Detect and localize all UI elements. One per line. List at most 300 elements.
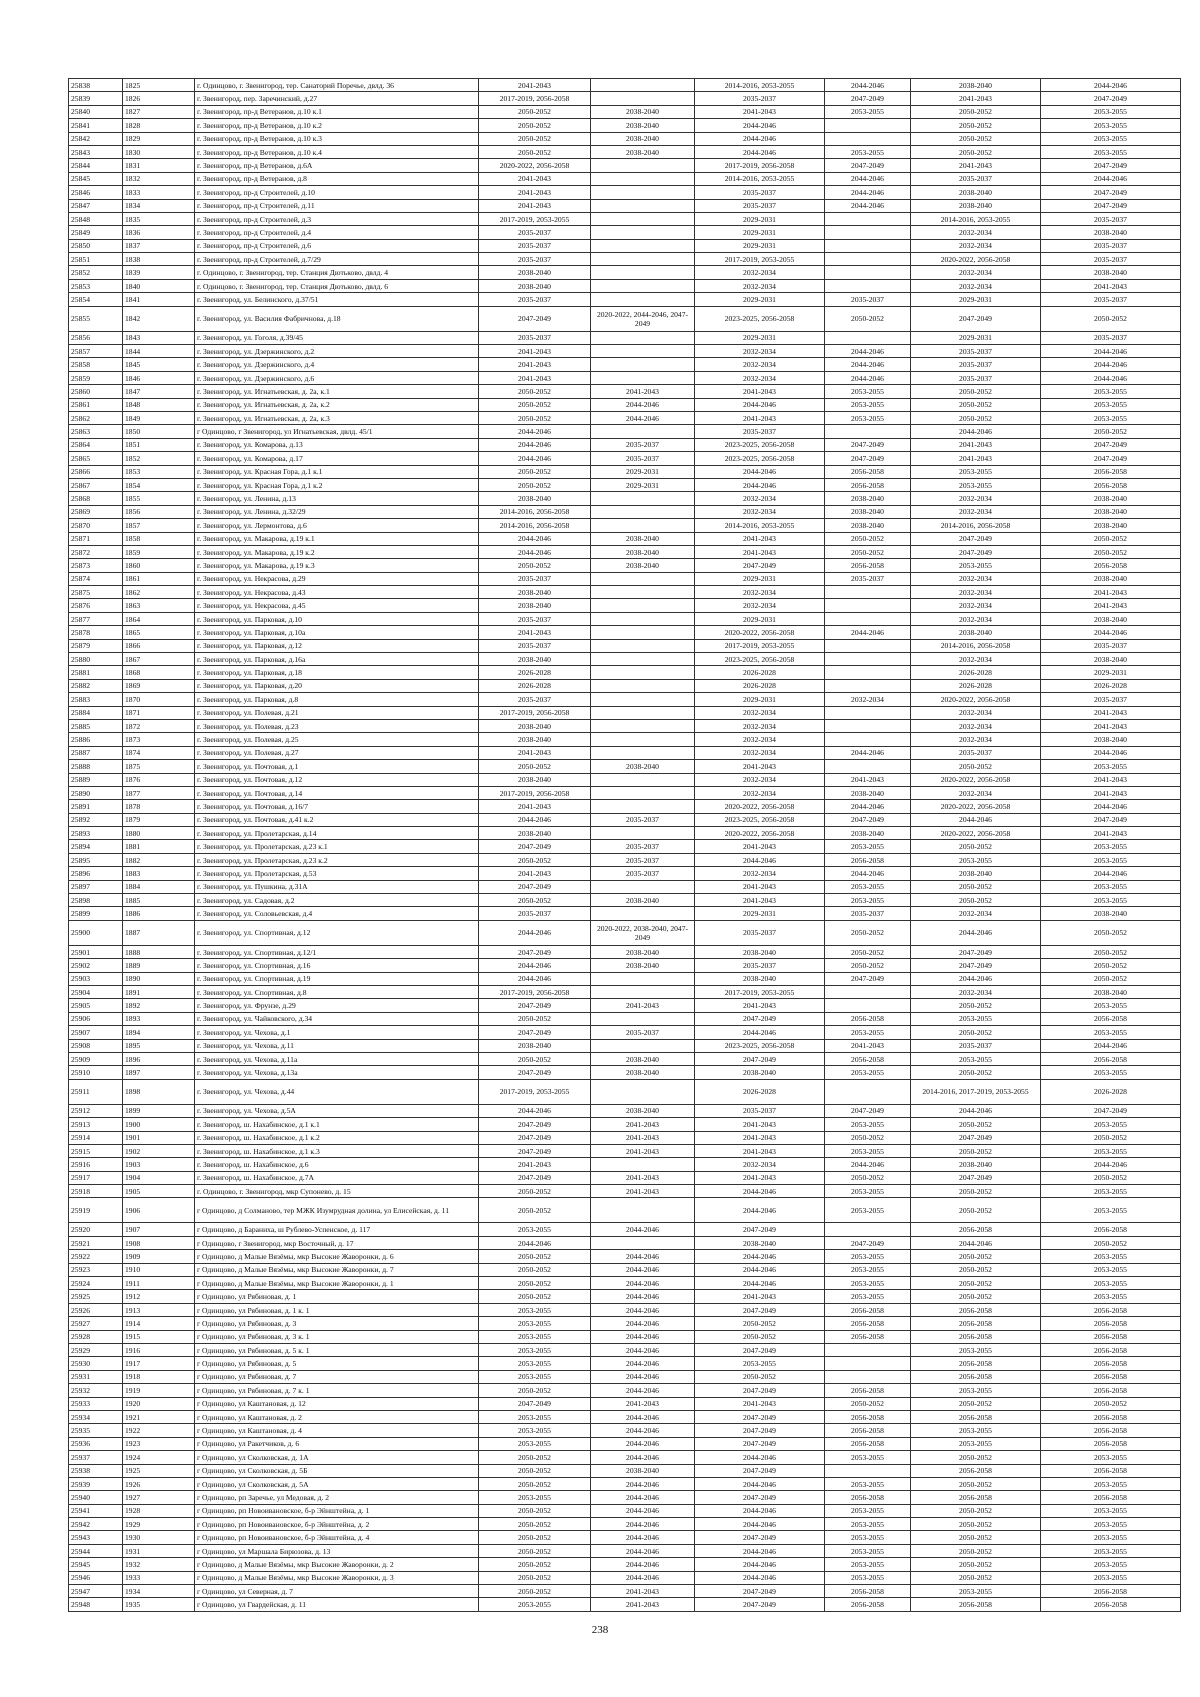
cell-period-2: [591, 253, 695, 266]
cell-period-1: 2050-2052: [479, 1558, 591, 1571]
cell-period-6: 2056-2058: [1041, 465, 1181, 478]
cell-period-4: 2053-2055: [825, 145, 911, 158]
cell-item-number: 1882: [123, 853, 195, 866]
cell-period-5: 2038-2040: [911, 867, 1041, 880]
cell-item-number: 1875: [123, 760, 195, 773]
cell-address: г. Звенигород, ул. Игнатьевская, д. 2а, к.2: [195, 398, 479, 411]
table-row: [69, 1343, 1181, 1356]
cell-period-2: 2044-2046: [591, 1544, 695, 1557]
table-row: [69, 1104, 1181, 1117]
cell-period-4: [825, 226, 911, 239]
cell-period-5: 2050-2052: [911, 1198, 1041, 1223]
cell-period-4: [825, 212, 911, 225]
cell-row-id: 25884: [69, 706, 123, 719]
cell-row-id: 25927: [69, 1317, 123, 1330]
table-row: [69, 1598, 1181, 1611]
cell-period-3: 2041-2043: [695, 760, 825, 773]
cell-address: г. Звенигород, ул. Парковая, д.16а: [195, 653, 479, 666]
cell-period-4: 2053-2055: [825, 1066, 911, 1079]
cell-item-number: 1865: [123, 626, 195, 639]
cell-period-3: 2044-2046: [695, 1504, 825, 1517]
cell-item-number: 1859: [123, 545, 195, 558]
cell-period-3: 2035-2037: [695, 186, 825, 199]
cell-period-2: 2038-2040: [591, 145, 695, 158]
cell-period-3: 2041-2043: [695, 411, 825, 424]
cell-period-3: 2041-2043: [695, 1144, 825, 1157]
cell-period-4: [825, 999, 911, 1012]
cell-period-4: 2032-2034: [825, 693, 911, 706]
cell-row-id: 25938: [69, 1464, 123, 1477]
cell-row-id: 25869: [69, 505, 123, 518]
cell-period-1: 2050-2052: [479, 1263, 591, 1276]
cell-address: г Одинцово, ул Сколковская, д. 5А: [195, 1477, 479, 1490]
table-row: [69, 279, 1181, 292]
cell-period-3: 2032-2034: [695, 599, 825, 612]
cell-period-1: 2047-2049: [479, 1118, 591, 1131]
cell-period-3: 2041-2043: [695, 894, 825, 907]
cell-period-1: 2050-2052: [479, 385, 591, 398]
cell-period-5: 2050-2052: [911, 1531, 1041, 1544]
cell-period-4: 2050-2052: [825, 959, 911, 972]
cell-address: г. Звенигород, ул. Соловьевская, д.4: [195, 907, 479, 920]
cell-item-number: 1917: [123, 1357, 195, 1370]
table-row: [69, 1558, 1181, 1571]
cell-period-2: 2038-2040: [591, 945, 695, 958]
cell-period-4: 2056-2058: [825, 1012, 911, 1025]
cell-item-number: 1853: [123, 465, 195, 478]
table-row: [69, 706, 1181, 719]
cell-address: г Одинцово, ул Гвардейская, д. 11: [195, 1598, 479, 1611]
cell-period-1: 2017-2019, 2053-2055: [479, 1079, 591, 1104]
cell-period-3: 2026-2028: [695, 1079, 825, 1104]
table-row: [69, 1185, 1181, 1198]
cell-item-number: 1836: [123, 226, 195, 239]
cell-address: г. Звенигород, ул. Игнатьевская, д. 2а, к.1: [195, 385, 479, 398]
cell-period-5: 2053-2055: [911, 1343, 1041, 1356]
cell-period-5: 2035-2037: [911, 1039, 1041, 1052]
cell-period-2: [591, 1079, 695, 1104]
cell-period-3: 2047-2049: [695, 1585, 825, 1598]
cell-period-2: [591, 693, 695, 706]
table-row: [69, 1079, 1181, 1104]
cell-period-4: [825, 1079, 911, 1104]
cell-period-5: 2050-2052: [911, 1290, 1041, 1303]
cell-period-6: 2053-2055: [1041, 999, 1181, 1012]
table-row: [69, 266, 1181, 279]
cell-period-6: 2038-2040: [1041, 266, 1181, 279]
cell-item-number: 1896: [123, 1052, 195, 1065]
cell-period-1: 2041-2043: [479, 626, 591, 639]
cell-period-1: 2038-2040: [479, 586, 591, 599]
cell-row-id: 25888: [69, 760, 123, 773]
cell-address: г. Звенигород, ул. Почтовая, д.12: [195, 773, 479, 786]
table-row: [69, 253, 1181, 266]
cell-period-2: 2038-2040: [591, 1052, 695, 1065]
table-row: [69, 1236, 1181, 1249]
cell-period-4: 2047-2049: [825, 159, 911, 172]
cell-period-4: 2053-2055: [825, 398, 911, 411]
cell-period-1: 2053-2055: [479, 1317, 591, 1330]
cell-item-number: 1827: [123, 105, 195, 118]
table-row: [69, 1585, 1181, 1598]
schedule-table: [68, 78, 1181, 1612]
table-row: [69, 172, 1181, 185]
cell-period-1: 2050-2052: [479, 894, 591, 907]
cell-period-2: 2035-2037: [591, 813, 695, 826]
cell-row-id: 25863: [69, 425, 123, 438]
cell-period-2: [591, 599, 695, 612]
table-row: [69, 1477, 1181, 1490]
cell-period-3: 2017-2019, 2056-2058: [695, 159, 825, 172]
cell-period-2: [591, 746, 695, 759]
cell-item-number: 1838: [123, 253, 195, 266]
cell-period-5: 2056-2058: [911, 1317, 1041, 1330]
cell-address: г. Звенигород, ул. Пролетарская, д.14: [195, 827, 479, 840]
cell-address: г. Звенигород, пр-д Ветеранов, д.10 к.4: [195, 145, 479, 158]
cell-period-4: 2041-2043: [825, 773, 911, 786]
cell-address: г. Звенигород, ул. Игнатьевская, д. 2а, к.3: [195, 411, 479, 424]
cell-period-2: [591, 226, 695, 239]
cell-item-number: 1861: [123, 572, 195, 585]
cell-period-3: 2032-2034: [695, 279, 825, 292]
cell-period-6: 2056-2058: [1041, 559, 1181, 572]
table-row: [69, 1118, 1181, 1131]
table-row: [69, 1158, 1181, 1171]
cell-period-6: 2041-2043: [1041, 706, 1181, 719]
cell-period-1: 2047-2049: [479, 945, 591, 958]
cell-period-5: 2038-2040: [911, 186, 1041, 199]
cell-address: г. Звенигород, ул. Чехова, д.11: [195, 1039, 479, 1052]
cell-period-2: [591, 159, 695, 172]
cell-item-number: 1901: [123, 1131, 195, 1144]
cell-period-1: 2038-2040: [479, 719, 591, 732]
cell-period-3: 2044-2046: [695, 1477, 825, 1490]
cell-item-number: 1906: [123, 1198, 195, 1223]
cell-row-id: 25928: [69, 1330, 123, 1343]
table-row: [69, 719, 1181, 732]
cell-period-4: 2053-2055: [825, 1558, 911, 1571]
cell-period-6: 2047-2049: [1041, 92, 1181, 105]
cell-row-id: 25926: [69, 1303, 123, 1316]
cell-period-3: 2032-2034: [695, 733, 825, 746]
cell-period-6: 2038-2040: [1041, 572, 1181, 585]
cell-period-5: 2053-2055: [911, 465, 1041, 478]
cell-period-5: 2032-2034: [911, 706, 1041, 719]
cell-period-5: 2050-2052: [911, 999, 1041, 1012]
cell-period-6: 2053-2055: [1041, 1544, 1181, 1557]
table-row: [69, 693, 1181, 706]
cell-period-1: 2053-2055: [479, 1223, 591, 1236]
cell-row-id: 25892: [69, 813, 123, 826]
cell-period-5: 2050-2052: [911, 1397, 1041, 1410]
cell-period-3: 2029-2031: [695, 693, 825, 706]
cell-row-id: 25894: [69, 840, 123, 853]
cell-period-1: 2047-2049: [479, 1026, 591, 1039]
table-row: [69, 1066, 1181, 1079]
cell-address: г Одинцово, ул Рябиновая, д. 7 к. 1: [195, 1384, 479, 1397]
table-row: [69, 907, 1181, 920]
cell-period-5: 2053-2055: [911, 1424, 1041, 1437]
cell-period-6: 2053-2055: [1041, 894, 1181, 907]
cell-period-2: [591, 827, 695, 840]
cell-period-6: 2053-2055: [1041, 840, 1181, 853]
cell-period-1: 2050-2052: [479, 1384, 591, 1397]
cell-period-5: 2029-2031: [911, 331, 1041, 344]
cell-item-number: 1840: [123, 279, 195, 292]
cell-period-4: [825, 1464, 911, 1477]
cell-row-id: 25937: [69, 1451, 123, 1464]
cell-period-2: 2044-2046: [591, 1290, 695, 1303]
cell-period-4: 2056-2058: [825, 1491, 911, 1504]
cell-period-2: 2044-2046: [591, 398, 695, 411]
cell-item-number: 1930: [123, 1531, 195, 1544]
cell-period-5: 2032-2034: [911, 733, 1041, 746]
cell-period-6: 2056-2058: [1041, 478, 1181, 491]
cell-period-6: 2044-2046: [1041, 345, 1181, 358]
cell-period-1: 2047-2049: [479, 1397, 591, 1410]
cell-period-2: 2038-2040: [591, 119, 695, 132]
table-row: [69, 145, 1181, 158]
cell-period-1: 2035-2037: [479, 612, 591, 625]
cell-period-5: 2050-2052: [911, 385, 1041, 398]
cell-period-4: 2050-2052: [825, 1171, 911, 1184]
cell-row-id: 25848: [69, 212, 123, 225]
cell-address: г Одинцово, ул Рябиновая, д. 1 к. 1: [195, 1303, 479, 1316]
cell-period-3: 2047-2049: [695, 1012, 825, 1025]
cell-address: г Одинцово, д Малые Вязёмы, мкр Высокие Жаворонки, д. 6: [195, 1250, 479, 1263]
cell-period-5: 2035-2037: [911, 172, 1041, 185]
cell-period-5: 2056-2058: [911, 1303, 1041, 1316]
cell-address: г Одинцово, ул Каштановая, д. 2: [195, 1410, 479, 1423]
cell-period-2: 2041-2043: [591, 999, 695, 1012]
cell-item-number: 1855: [123, 492, 195, 505]
cell-period-5: 2050-2052: [911, 840, 1041, 853]
cell-item-number: 1872: [123, 719, 195, 732]
cell-period-2: [591, 733, 695, 746]
cell-row-id: 25947: [69, 1585, 123, 1598]
cell-row-id: 25924: [69, 1277, 123, 1290]
cell-row-id: 25845: [69, 172, 123, 185]
cell-period-6: 2038-2040: [1041, 612, 1181, 625]
cell-period-2: 2044-2046: [591, 1357, 695, 1370]
table-row: [69, 532, 1181, 545]
cell-period-3: 2044-2046: [695, 1544, 825, 1557]
cell-row-id: 25856: [69, 331, 123, 344]
cell-period-5: 2050-2052: [911, 1263, 1041, 1276]
cell-period-6: 2056-2058: [1041, 1012, 1181, 1025]
cell-period-2: 2044-2046: [591, 1451, 695, 1464]
cell-period-1: 2041-2043: [479, 186, 591, 199]
cell-item-number: 1826: [123, 92, 195, 105]
table-row: [69, 853, 1181, 866]
cell-period-6: 2050-2052: [1041, 545, 1181, 558]
cell-row-id: 25841: [69, 119, 123, 132]
cell-period-6: 2041-2043: [1041, 719, 1181, 732]
cell-period-5: 2044-2046: [911, 425, 1041, 438]
cell-row-id: 25865: [69, 452, 123, 465]
table-row: [69, 505, 1181, 518]
table-row: [69, 586, 1181, 599]
cell-period-1: 2041-2043: [479, 79, 591, 92]
cell-period-5: 2032-2034: [911, 612, 1041, 625]
cell-period-4: 2044-2046: [825, 800, 911, 813]
cell-period-2: [591, 212, 695, 225]
cell-period-4: [825, 599, 911, 612]
cell-period-2: 2041-2043: [591, 1185, 695, 1198]
cell-row-id: 25906: [69, 1012, 123, 1025]
cell-period-6: 2035-2037: [1041, 253, 1181, 266]
cell-period-4: [825, 1370, 911, 1383]
table-row: [69, 1277, 1181, 1290]
cell-period-2: 2044-2046: [591, 1330, 695, 1343]
table-row: [69, 945, 1181, 958]
cell-period-1: 2047-2049: [479, 880, 591, 893]
cell-period-5: 2029-2031: [911, 293, 1041, 306]
cell-row-id: 25851: [69, 253, 123, 266]
cell-period-4: 2053-2055: [825, 1477, 911, 1490]
cell-item-number: 1857: [123, 519, 195, 532]
cell-item-number: 1856: [123, 505, 195, 518]
cell-period-1: 2035-2037: [479, 693, 591, 706]
cell-period-6: 2056-2058: [1041, 1370, 1181, 1383]
cell-period-3: 2035-2037: [695, 92, 825, 105]
table-row: [69, 212, 1181, 225]
cell-period-5: 2056-2058: [911, 1357, 1041, 1370]
cell-item-number: 1866: [123, 639, 195, 652]
cell-period-1: 2053-2055: [479, 1303, 591, 1316]
schedule-table-body: [69, 79, 1181, 1612]
cell-period-1: 2050-2052: [479, 760, 591, 773]
cell-address: г. Звенигород, ул. Спортивная, д.8: [195, 986, 479, 999]
cell-item-number: 1900: [123, 1118, 195, 1131]
cell-period-6: 2035-2037: [1041, 212, 1181, 225]
cell-period-5: 2032-2034: [911, 279, 1041, 292]
cell-row-id: 25885: [69, 719, 123, 732]
cell-address: г. Звенигород, ул. Дзержинского, д.2: [195, 345, 479, 358]
table-row: [69, 760, 1181, 773]
cell-period-4: 2044-2046: [825, 746, 911, 759]
cell-period-6: 2041-2043: [1041, 786, 1181, 799]
cell-period-3: 2029-2031: [695, 212, 825, 225]
cell-period-1: 2044-2046: [479, 452, 591, 465]
cell-period-6: 2053-2055: [1041, 1477, 1181, 1490]
table-row: [69, 1544, 1181, 1557]
cell-period-4: 2056-2058: [825, 853, 911, 866]
cell-row-id: 25897: [69, 880, 123, 893]
cell-period-6: 2050-2052: [1041, 1397, 1181, 1410]
cell-row-id: 25922: [69, 1250, 123, 1263]
cell-period-3: 2041-2043: [695, 385, 825, 398]
cell-period-5: 2050-2052: [911, 880, 1041, 893]
cell-period-2: 2044-2046: [591, 1571, 695, 1584]
table-row: [69, 786, 1181, 799]
cell-item-number: 1862: [123, 586, 195, 599]
cell-period-1: 2014-2016, 2056-2058: [479, 519, 591, 532]
cell-period-6: 2053-2055: [1041, 385, 1181, 398]
cell-period-2: 2038-2040: [591, 132, 695, 145]
cell-period-3: 2044-2046: [695, 1198, 825, 1223]
cell-row-id: 25939: [69, 1477, 123, 1490]
cell-address: г Одинцово, ул Каштановая, д. 12: [195, 1397, 479, 1410]
table-row: [69, 559, 1181, 572]
cell-period-5: 2020-2022, 2056-2058: [911, 693, 1041, 706]
cell-period-5: 2038-2040: [911, 199, 1041, 212]
cell-period-5: 2032-2034: [911, 226, 1041, 239]
table-row: [69, 827, 1181, 840]
cell-period-6: 2053-2055: [1041, 760, 1181, 773]
cell-period-5: 2050-2052: [911, 1544, 1041, 1557]
cell-period-5: 2041-2043: [911, 438, 1041, 451]
cell-address: г Одинцово, г Звенигород, ул Игнатьевская, двлд. 45/1: [195, 425, 479, 438]
table-row: [69, 1250, 1181, 1263]
cell-period-4: 2035-2037: [825, 907, 911, 920]
cell-period-4: 2056-2058: [825, 478, 911, 491]
cell-row-id: 25860: [69, 385, 123, 398]
cell-period-3: 2032-2034: [695, 867, 825, 880]
cell-period-6: 2050-2052: [1041, 1131, 1181, 1144]
cell-row-id: 25879: [69, 639, 123, 652]
cell-period-6: 2026-2028: [1041, 1079, 1181, 1104]
cell-period-3: 2044-2046: [695, 465, 825, 478]
cell-period-2: 2038-2040: [591, 1066, 695, 1079]
cell-period-1: 2044-2046: [479, 532, 591, 545]
cell-period-3: 2044-2046: [695, 398, 825, 411]
cell-period-3: 2050-2052: [695, 1317, 825, 1330]
cell-period-6: 2047-2049: [1041, 199, 1181, 212]
cell-period-3: 2014-2016, 2053-2055: [695, 519, 825, 532]
cell-item-number: 1898: [123, 1079, 195, 1104]
cell-period-4: 2053-2055: [825, 1544, 911, 1557]
cell-period-1: 2020-2022, 2056-2058: [479, 159, 591, 172]
cell-address: г. Звенигород, ул. Комарова, д.17: [195, 452, 479, 465]
cell-period-2: 2029-2031: [591, 465, 695, 478]
cell-period-3: 2023-2025, 2056-2058: [695, 452, 825, 465]
cell-period-3: 2026-2028: [695, 679, 825, 692]
cell-period-6: 2038-2040: [1041, 492, 1181, 505]
cell-address: г. Звенигород, пер. Заречинский, д.27: [195, 92, 479, 105]
cell-period-3: 2044-2046: [695, 1185, 825, 1198]
cell-period-6: 2029-2031: [1041, 666, 1181, 679]
cell-period-1: 2038-2040: [479, 733, 591, 746]
table-row: [69, 813, 1181, 826]
cell-period-3: 2035-2037: [695, 959, 825, 972]
cell-address: г. Одинцово, г. Звенигород, тер. Станция Дютьково, двлд. 4: [195, 266, 479, 279]
cell-period-2: [591, 371, 695, 384]
cell-address: г. Звенигород, ул. Полевая, д.23: [195, 719, 479, 732]
cell-period-6: 2056-2058: [1041, 1464, 1181, 1477]
cell-period-4: 2047-2049: [825, 972, 911, 985]
cell-row-id: 25849: [69, 226, 123, 239]
cell-row-id: 25899: [69, 907, 123, 920]
cell-item-number: 1887: [123, 920, 195, 945]
table-row: [69, 800, 1181, 813]
cell-address: г. Звенигород, ул. Некрасова, д.29: [195, 572, 479, 585]
cell-period-5: 2050-2052: [911, 1144, 1041, 1157]
cell-item-number: 1903: [123, 1158, 195, 1171]
cell-address: г. Звенигород, ул. Некрасова, д.45: [195, 599, 479, 612]
cell-item-number: 1929: [123, 1518, 195, 1531]
cell-address: г Одинцово, рп Новоивановское, б-р Эйнштейна, д. 1: [195, 1504, 479, 1517]
cell-period-3: 2047-2049: [695, 1464, 825, 1477]
cell-address: г. Звенигород, ул. Пролетарская, д.23 к.1: [195, 840, 479, 853]
cell-item-number: 1914: [123, 1317, 195, 1330]
cell-address: г. Звенигород, пр-д Ветеранов, д.10 к.3: [195, 132, 479, 145]
cell-period-2: 2035-2037: [591, 1026, 695, 1039]
cell-period-5: 2044-2046: [911, 1236, 1041, 1249]
cell-period-6: 2026-2028: [1041, 679, 1181, 692]
cell-period-1: 2050-2052: [479, 1451, 591, 1464]
cell-period-5: 2050-2052: [911, 105, 1041, 118]
